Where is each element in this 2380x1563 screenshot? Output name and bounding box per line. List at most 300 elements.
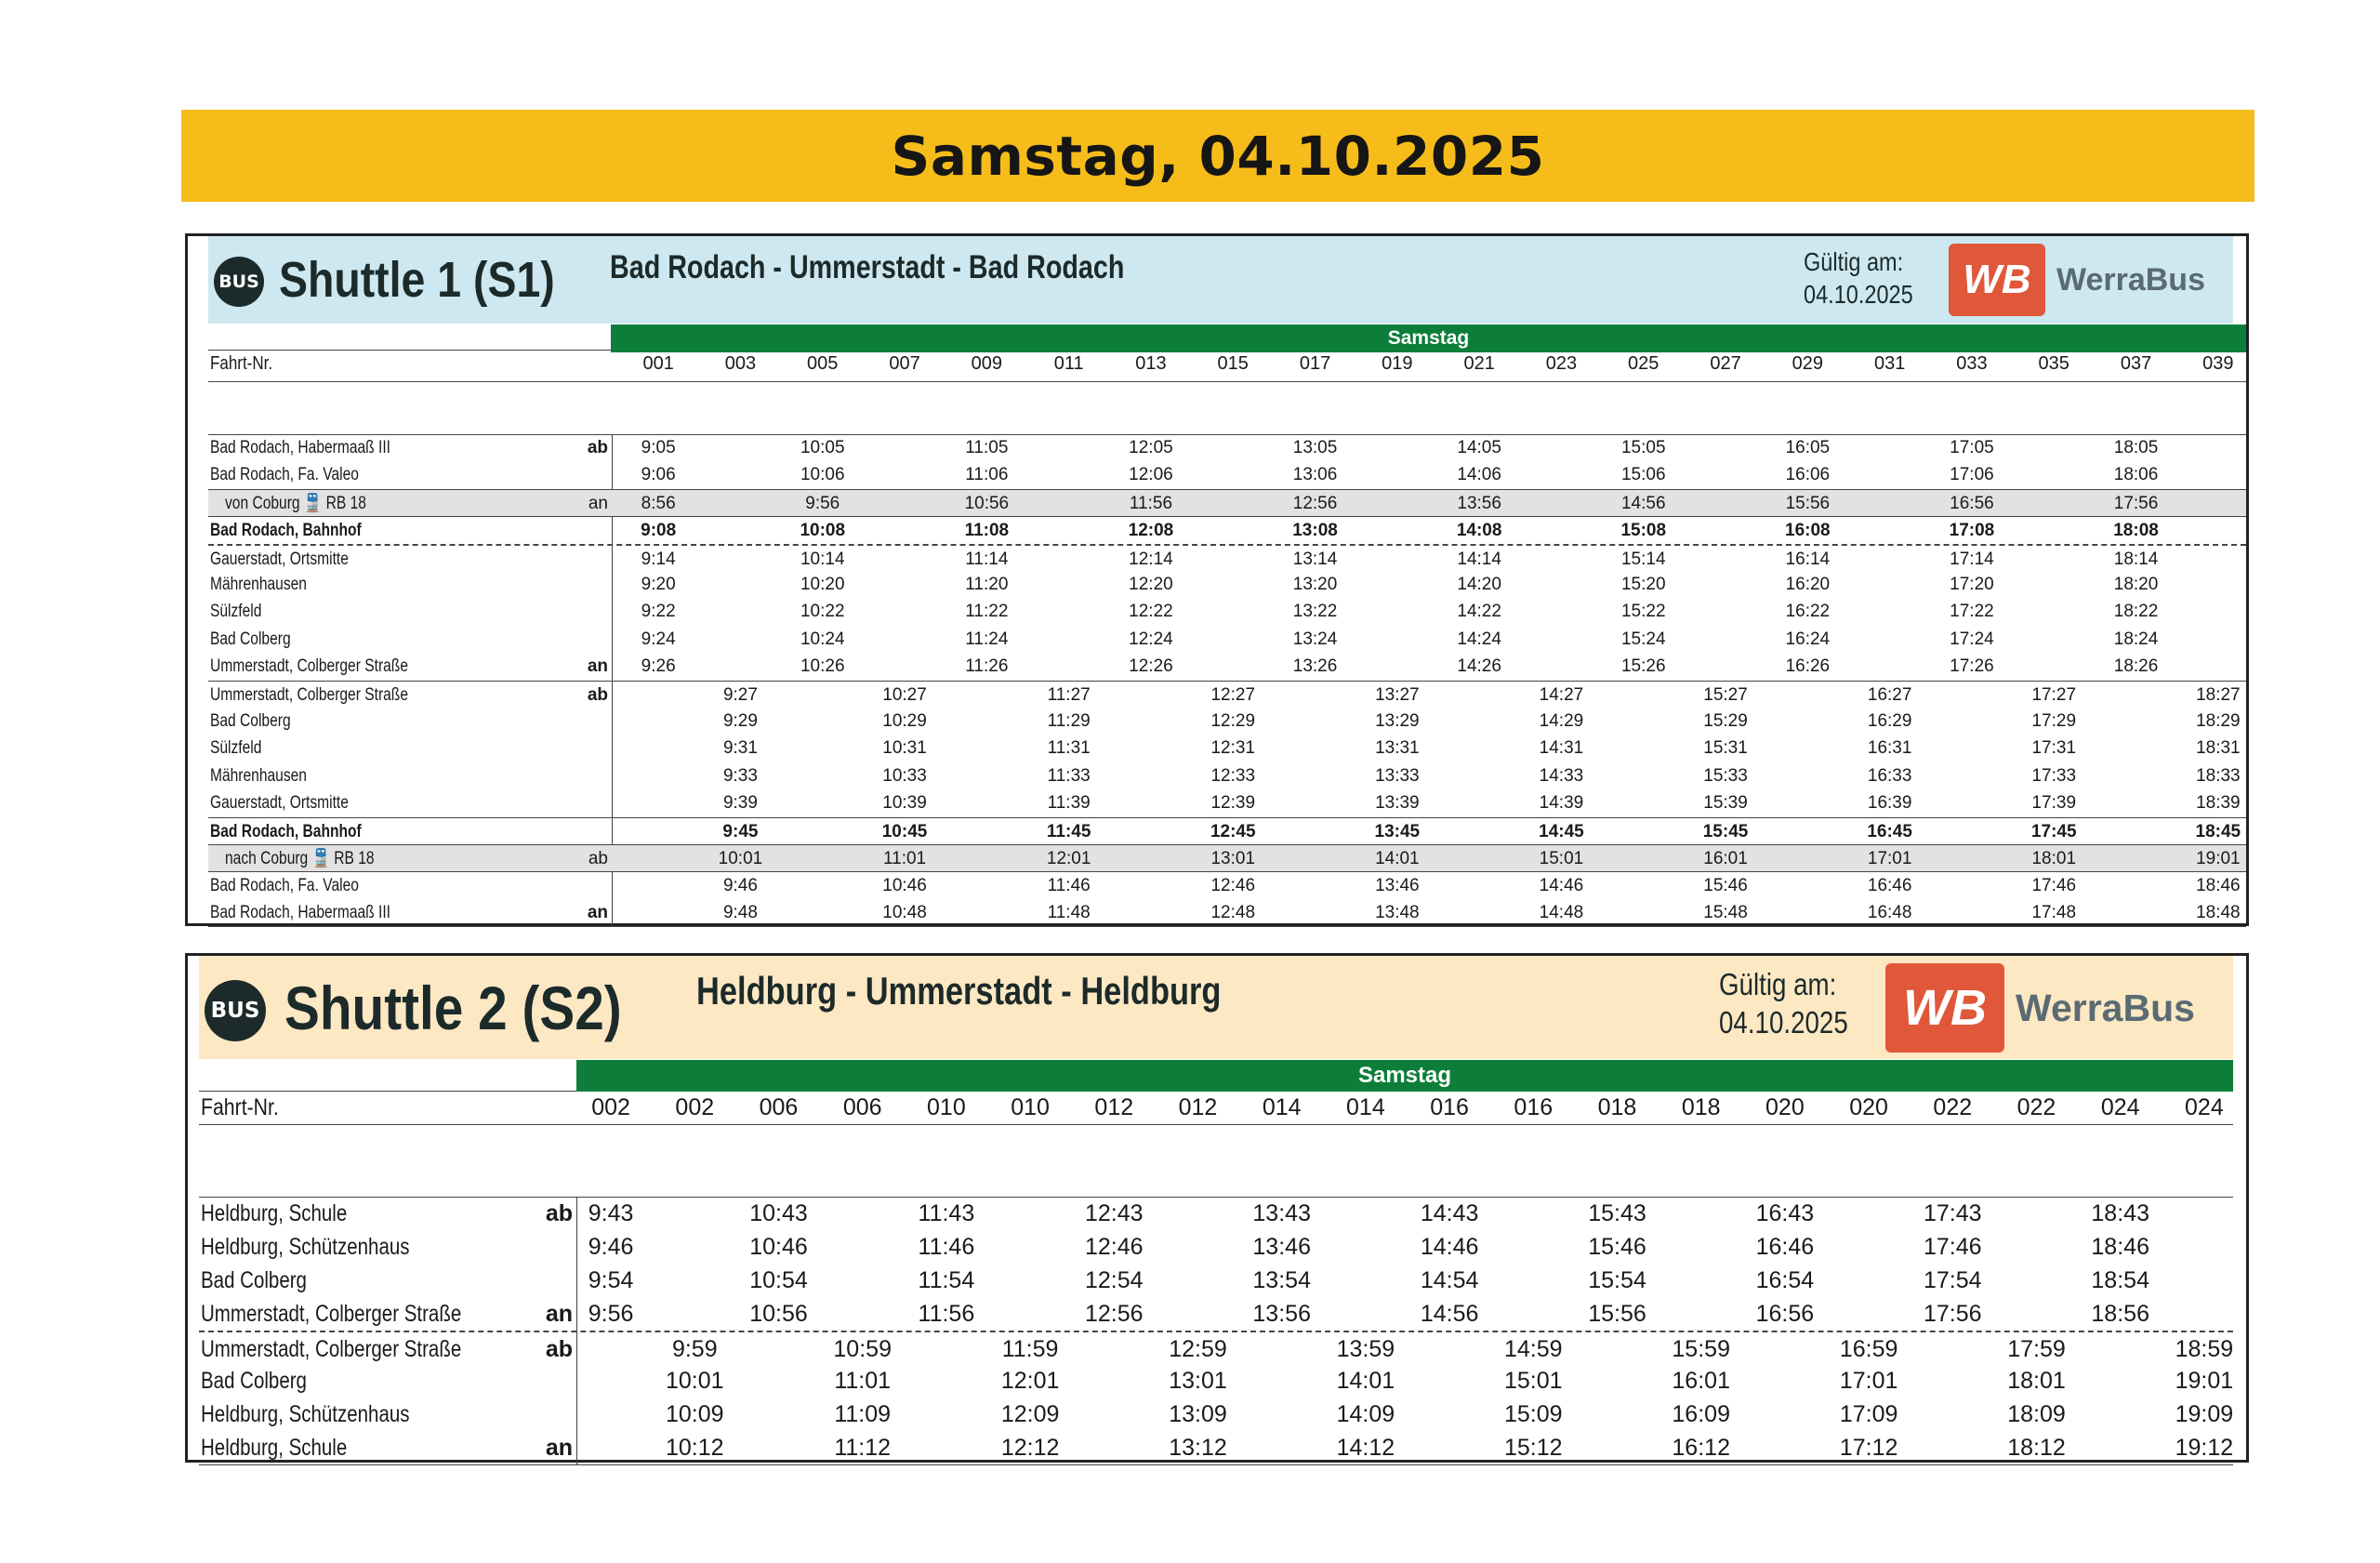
timetable-row bbox=[208, 681, 2246, 709]
departure-time: 17:46 bbox=[2031, 876, 2077, 896]
departure-time: 9:46 bbox=[722, 876, 758, 896]
stop-name: Heldburg, Schule bbox=[201, 1200, 348, 1226]
departure-time: 17:29 bbox=[2031, 711, 2077, 731]
timetable-row bbox=[208, 544, 2246, 573]
departure-time: 9:48 bbox=[722, 902, 758, 922]
departure-time: 17:12 bbox=[1839, 1435, 1898, 1461]
departure-time: 15:26 bbox=[1620, 656, 1666, 677]
timetable-row bbox=[208, 461, 2246, 488]
timetable-row bbox=[208, 653, 2246, 680]
departure-time: 14:54 bbox=[1420, 1267, 1479, 1293]
stop-direction-flag: ab bbox=[545, 1336, 573, 1362]
departure-time: 18:29 bbox=[2196, 711, 2241, 731]
fahrt-number: 014 bbox=[1262, 1094, 1302, 1120]
departure-time: 18:06 bbox=[2113, 465, 2159, 485]
departure-time: 14:06 bbox=[1457, 465, 1501, 485]
stop-direction-flag: an bbox=[587, 902, 608, 922]
departure-time: 19:12 bbox=[2175, 1435, 2234, 1461]
shuttle2-timetable bbox=[185, 953, 2249, 1463]
stop-name: Ummerstadt, Colberger Straße bbox=[210, 684, 408, 705]
departure-time: 17:45 bbox=[2030, 821, 2077, 841]
departure-time: 14:33 bbox=[1539, 765, 1584, 786]
fahrt-number: 013 bbox=[1135, 353, 1167, 374]
departure-time: 13:29 bbox=[1375, 711, 1420, 731]
departure-time: 14:01 bbox=[1375, 849, 1420, 868]
shuttle1-timetable bbox=[185, 233, 2249, 926]
departure-time: 14:26 bbox=[1457, 656, 1501, 677]
departure-time: 17:01 bbox=[1867, 849, 1912, 868]
fahrt-number: 029 bbox=[1792, 353, 1824, 374]
departure-time: 18:31 bbox=[2196, 738, 2241, 759]
timetable-row bbox=[208, 817, 2246, 845]
shuttle1-header bbox=[208, 236, 2233, 324]
departure-time: 11:54 bbox=[918, 1267, 975, 1293]
departure-time: 16:48 bbox=[1867, 902, 1912, 922]
departure-time: 9:33 bbox=[722, 765, 758, 786]
departure-time: 12:14 bbox=[1129, 549, 1173, 569]
departure-time: 9:45 bbox=[722, 821, 759, 841]
departure-time: 12:27 bbox=[1210, 684, 1256, 705]
stop-name: Heldburg, Schützenhaus bbox=[201, 1234, 410, 1260]
departure-time: 12:12 bbox=[1000, 1435, 1060, 1461]
timetable-row bbox=[208, 708, 2246, 735]
departure-time: 13:27 bbox=[1375, 684, 1420, 705]
departure-time: 13:08 bbox=[1292, 521, 1338, 541]
departure-time: 10:39 bbox=[882, 793, 927, 814]
fahrt-number: 011 bbox=[1053, 353, 1084, 374]
departure-time: 15:08 bbox=[1620, 521, 1667, 541]
shuttle2-day-bar: Samstag bbox=[576, 1060, 2233, 1092]
departure-time: 15:43 bbox=[1588, 1200, 1646, 1226]
departure-time: 16:31 bbox=[1867, 738, 1912, 759]
departure-time: 17:48 bbox=[2031, 902, 2077, 922]
departure-time: 9:14 bbox=[641, 549, 676, 569]
fahrt-nr-label: Fahrt-Nr. bbox=[210, 353, 273, 374]
departure-time: 10:05 bbox=[800, 438, 845, 457]
departure-time: 9:31 bbox=[722, 738, 758, 759]
departure-time: 15:09 bbox=[1504, 1401, 1563, 1427]
fahrt-number: 019 bbox=[1382, 353, 1413, 374]
shuttle2-name: Shuttle 2 (S2) bbox=[284, 974, 622, 1042]
timetable-row bbox=[199, 1364, 2233, 1397]
fahrt-number: 012 bbox=[1178, 1094, 1218, 1120]
departure-time: 16:20 bbox=[1785, 575, 1831, 594]
departure-time: 10:22 bbox=[800, 602, 845, 622]
departure-time: 18:01 bbox=[2031, 849, 2077, 868]
departure-time: 13:31 bbox=[1375, 738, 1420, 759]
page-title: Samstag, 04.10.2025 bbox=[891, 124, 1545, 188]
fahrt-number: 002 bbox=[675, 1094, 715, 1120]
departure-time: 13:39 bbox=[1375, 793, 1420, 814]
departure-time: 10:12 bbox=[666, 1435, 724, 1461]
departure-time: 9:06 bbox=[641, 465, 676, 485]
wb-logo-icon: WB bbox=[1885, 963, 2004, 1053]
departure-time: 11:48 bbox=[1047, 902, 1091, 922]
fahrt-number: 025 bbox=[1628, 353, 1659, 374]
shuttle1-name: Shuttle 1 (S1) bbox=[279, 252, 555, 308]
departure-time: 10:08 bbox=[800, 521, 846, 541]
departure-time: 16:05 bbox=[1785, 438, 1831, 457]
departure-time: 15:05 bbox=[1620, 438, 1666, 457]
departure-time: 13:56 bbox=[1457, 493, 1501, 513]
stop-name: von Coburg 🚆 RB 18 bbox=[225, 493, 366, 513]
stop-direction-flag: ab bbox=[545, 1200, 573, 1226]
departure-time: 17:06 bbox=[1950, 465, 1994, 485]
fahrt-number: 006 bbox=[759, 1094, 799, 1120]
stop-name: nach Coburg 🚆 RB 18 bbox=[225, 849, 375, 868]
departure-time: 18:08 bbox=[2113, 521, 2159, 541]
stop-name: Gauerstadt, Ortsmitte bbox=[210, 549, 349, 569]
validity-date: 04.10.2025 bbox=[1719, 1005, 1848, 1040]
departure-time: 17:27 bbox=[2031, 684, 2077, 705]
departure-time: 15:54 bbox=[1588, 1267, 1646, 1293]
fahrt-number: 003 bbox=[724, 353, 757, 374]
timetable-row bbox=[208, 844, 2246, 872]
shuttle2-validity bbox=[1719, 965, 1848, 1042]
departure-time: 13:46 bbox=[1375, 876, 1420, 896]
shuttle1-validity bbox=[1804, 245, 1913, 311]
departure-time: 11:33 bbox=[1047, 765, 1091, 786]
stop-direction-flag: ab bbox=[587, 684, 608, 705]
departure-time: 13:20 bbox=[1292, 575, 1338, 594]
departure-time: 16:45 bbox=[1867, 821, 1912, 841]
fahrt-number: 015 bbox=[1217, 353, 1249, 374]
shuttle1-day-bar: Samstag bbox=[611, 325, 2246, 352]
departure-time: 10:46 bbox=[749, 1234, 808, 1260]
departure-time: 15:01 bbox=[1504, 1368, 1563, 1394]
fahrt-nr-underline bbox=[208, 381, 2246, 382]
stop-name: Bad Colberg bbox=[210, 711, 291, 731]
departure-time: 18:01 bbox=[2007, 1368, 2066, 1394]
departure-time: 10:56 bbox=[749, 1301, 808, 1327]
werrabus-wordmark: WerraBus bbox=[2056, 261, 2205, 298]
stop-name: Sülzfeld bbox=[210, 602, 262, 622]
departure-time: 14:56 bbox=[1420, 1301, 1479, 1327]
label-column-topline bbox=[208, 350, 612, 351]
fahrt-number: 039 bbox=[2202, 353, 2234, 374]
departure-time: 16:33 bbox=[1867, 765, 1912, 786]
fahrt-number: 009 bbox=[971, 353, 1003, 374]
departure-time: 11:01 bbox=[834, 1368, 892, 1394]
departure-time: 15:56 bbox=[1785, 493, 1831, 513]
departure-time: 10:46 bbox=[882, 876, 927, 896]
fahrt-number: 010 bbox=[927, 1094, 966, 1120]
departure-time: 15:12 bbox=[1504, 1435, 1563, 1461]
departure-time: 17:01 bbox=[1839, 1368, 1898, 1394]
departure-time: 15:31 bbox=[1703, 738, 1748, 759]
departure-time: 15:27 bbox=[1703, 684, 1748, 705]
departure-time: 14:31 bbox=[1539, 738, 1584, 759]
stop-direction-flag: an bbox=[588, 493, 608, 513]
fahrt-number: 007 bbox=[889, 353, 920, 374]
fahrt-number: 022 bbox=[1933, 1094, 1973, 1120]
fahrt-nr-row bbox=[199, 1094, 2233, 1124]
fahrt-number: 035 bbox=[2038, 353, 2069, 374]
fahrt-number: 018 bbox=[1597, 1094, 1637, 1120]
departure-time: 13:59 bbox=[1336, 1336, 1395, 1362]
stop-name: Mährenhausen bbox=[210, 765, 307, 786]
departure-time: 18:54 bbox=[2091, 1267, 2149, 1293]
departure-time: 17:08 bbox=[1949, 521, 1995, 541]
data-bottomline bbox=[208, 926, 2246, 927]
departure-time: 12:56 bbox=[1292, 493, 1338, 513]
timetable-row bbox=[208, 598, 2246, 625]
departure-time: 9:59 bbox=[671, 1336, 718, 1362]
departure-time: 14:46 bbox=[1539, 876, 1584, 896]
departure-time: 12:48 bbox=[1210, 902, 1256, 922]
departure-time: 11:06 bbox=[965, 465, 1009, 485]
departure-time: 9:20 bbox=[641, 575, 676, 594]
werrabus-wordmark: WerraBus bbox=[2016, 986, 2195, 1029]
departure-time: 14:09 bbox=[1336, 1401, 1395, 1427]
departure-time: 18:43 bbox=[2091, 1200, 2149, 1226]
shuttle2-route: Heldburg - Ummerstadt - Heldburg bbox=[696, 969, 1222, 1013]
departure-time: 10:27 bbox=[882, 684, 927, 705]
departure-time: 14:08 bbox=[1456, 521, 1502, 541]
departure-time: 17:09 bbox=[1839, 1401, 1898, 1427]
departure-time: 9:54 bbox=[588, 1267, 634, 1293]
departure-time: 13:12 bbox=[1169, 1435, 1227, 1461]
departure-time: 13:01 bbox=[1210, 849, 1256, 868]
departure-time: 10:01 bbox=[718, 849, 763, 868]
departure-time: 12:20 bbox=[1129, 575, 1173, 594]
stop-name: Bad Rodach, Fa. Valeo bbox=[210, 465, 359, 485]
fahrt-number: 016 bbox=[1514, 1094, 1554, 1120]
departure-time: 9:43 bbox=[588, 1200, 634, 1226]
timetable-row bbox=[199, 1264, 2233, 1297]
departure-time: 15:56 bbox=[1588, 1301, 1646, 1327]
departure-time: 14:43 bbox=[1420, 1200, 1479, 1226]
departure-time: 9:27 bbox=[722, 684, 758, 705]
departure-time: 12:08 bbox=[1128, 521, 1174, 541]
departure-time: 19:01 bbox=[2175, 1368, 2234, 1394]
fahrt-number: 022 bbox=[2016, 1094, 2056, 1120]
departure-time: 15:24 bbox=[1620, 629, 1666, 649]
departure-time: 13:24 bbox=[1292, 629, 1338, 649]
fahrt-nr-row bbox=[208, 353, 2246, 381]
fahrt-number: 001 bbox=[642, 353, 674, 374]
stop-name: Heldburg, Schützenhaus bbox=[201, 1401, 410, 1427]
departure-time: 16:09 bbox=[1672, 1401, 1730, 1427]
departure-time: 16:01 bbox=[1672, 1368, 1730, 1394]
departure-time: 11:09 bbox=[834, 1401, 892, 1427]
departure-time: 10:48 bbox=[882, 902, 927, 922]
departure-time: 12:39 bbox=[1210, 793, 1256, 814]
departure-time: 12:09 bbox=[1000, 1401, 1060, 1427]
departure-time: 9:56 bbox=[805, 493, 840, 513]
departure-time: 17:39 bbox=[2031, 793, 2077, 814]
departure-time: 12:22 bbox=[1129, 602, 1173, 622]
departure-time: 12:46 bbox=[1210, 876, 1256, 896]
timetable-row bbox=[199, 1297, 2233, 1331]
departure-time: 11:14 bbox=[965, 549, 1009, 569]
departure-time: 13:46 bbox=[1252, 1234, 1311, 1260]
shuttle2-header bbox=[199, 956, 2233, 1059]
departure-time: 12:43 bbox=[1085, 1200, 1144, 1226]
departure-time: 12:05 bbox=[1129, 438, 1173, 457]
departure-time: 11:31 bbox=[1047, 738, 1091, 759]
departure-time: 12:54 bbox=[1085, 1267, 1144, 1293]
validity-label: Gültig am: bbox=[1804, 247, 1904, 276]
departure-time: 11:45 bbox=[1046, 821, 1091, 841]
timetable-row bbox=[208, 516, 2246, 544]
departure-time: 18:46 bbox=[2091, 1234, 2149, 1260]
stop-name: Bad Colberg bbox=[210, 629, 291, 649]
departure-time: 12:56 bbox=[1085, 1301, 1144, 1327]
timetable-row bbox=[208, 899, 2246, 926]
departure-time: 10:26 bbox=[800, 656, 845, 677]
departure-time: 17:59 bbox=[2007, 1336, 2066, 1362]
departure-time: 10:24 bbox=[800, 629, 845, 649]
departure-time: 17:20 bbox=[1950, 575, 1994, 594]
departure-time: 9:24 bbox=[641, 629, 676, 649]
departure-time: 11:26 bbox=[965, 656, 1009, 677]
departure-time: 14:14 bbox=[1457, 549, 1501, 569]
departure-time: 10:01 bbox=[666, 1368, 724, 1394]
fahrt-nr-underline bbox=[199, 1124, 2233, 1125]
departure-time: 9:22 bbox=[641, 602, 676, 622]
timetable-row bbox=[208, 789, 2246, 816]
fahrt-number: 024 bbox=[2100, 1094, 2140, 1120]
fahrt-number: 020 bbox=[1849, 1094, 1888, 1120]
departure-time: 18:20 bbox=[2113, 575, 2159, 594]
departure-time: 13:22 bbox=[1292, 602, 1338, 622]
fahrt-number: 033 bbox=[1956, 353, 1988, 374]
departure-time: 16:08 bbox=[1785, 521, 1831, 541]
departure-time: 14:56 bbox=[1620, 493, 1666, 513]
departure-time: 12:01 bbox=[1046, 849, 1091, 868]
departure-time: 16:14 bbox=[1785, 549, 1831, 569]
departure-time: 18:27 bbox=[2196, 684, 2241, 705]
departure-time: 18:39 bbox=[2196, 793, 2241, 814]
departure-time: 18:48 bbox=[2196, 902, 2241, 922]
stop-name: Ummerstadt, Colberger Straße bbox=[201, 1301, 462, 1327]
departure-time: 15:20 bbox=[1620, 575, 1666, 594]
fahrt-number: 017 bbox=[1299, 353, 1331, 374]
departure-time: 17:26 bbox=[1950, 656, 1994, 677]
departure-time: 11:29 bbox=[1047, 711, 1091, 731]
departure-time: 13:01 bbox=[1169, 1368, 1227, 1394]
departure-time: 16:54 bbox=[1755, 1267, 1815, 1293]
departure-time: 11:43 bbox=[918, 1200, 975, 1226]
departure-time: 14:46 bbox=[1420, 1234, 1479, 1260]
fahrt-number: 021 bbox=[1463, 353, 1495, 374]
departure-time: 11:12 bbox=[834, 1435, 892, 1461]
departure-time: 12:59 bbox=[1169, 1336, 1227, 1362]
shuttle1-route: Bad Rodach - Ummerstadt - Bad Rodach bbox=[610, 249, 1125, 285]
departure-time: 9:08 bbox=[641, 521, 677, 541]
departure-time: 16:46 bbox=[1755, 1234, 1815, 1260]
departure-time: 12:45 bbox=[1210, 821, 1256, 841]
departure-time: 14:45 bbox=[1539, 821, 1584, 841]
departure-time: 13:56 bbox=[1252, 1301, 1311, 1327]
departure-time: 10:20 bbox=[800, 575, 845, 594]
departure-time: 10:54 bbox=[749, 1267, 808, 1293]
fahrt-number: 002 bbox=[591, 1094, 630, 1120]
departure-time: 15:39 bbox=[1703, 793, 1748, 814]
timetable-row bbox=[199, 1197, 2233, 1230]
stop-direction-flag: an bbox=[545, 1435, 573, 1461]
departure-time: 13:48 bbox=[1375, 902, 1420, 922]
timetable-row bbox=[199, 1397, 2233, 1431]
stop-name: Bad Colberg bbox=[201, 1368, 307, 1394]
stop-name: Ummerstadt, Colberger Straße bbox=[201, 1336, 462, 1362]
departure-time: 13:45 bbox=[1374, 821, 1421, 841]
departure-time: 18:45 bbox=[2195, 821, 2241, 841]
departure-time: 11:22 bbox=[965, 602, 1009, 622]
departure-time: 11:46 bbox=[918, 1234, 975, 1260]
fahrt-number: 031 bbox=[1873, 353, 1906, 374]
departure-time: 18:24 bbox=[2113, 629, 2159, 649]
departure-time: 16:46 bbox=[1867, 876, 1912, 896]
departure-time: 12:01 bbox=[1000, 1368, 1060, 1394]
departure-time: 14:12 bbox=[1336, 1435, 1395, 1461]
departure-time: 12:33 bbox=[1210, 765, 1256, 786]
departure-time: 14:39 bbox=[1539, 793, 1584, 814]
departure-time: 16:43 bbox=[1755, 1200, 1815, 1226]
departure-time: 15:33 bbox=[1703, 765, 1748, 786]
departure-time: 15:06 bbox=[1620, 465, 1666, 485]
departure-time: 16:29 bbox=[1867, 711, 1912, 731]
wb-logo-icon: WB bbox=[1949, 244, 2045, 316]
departure-time: 9:29 bbox=[722, 711, 758, 731]
departure-time: 18:22 bbox=[2113, 602, 2159, 622]
departure-time: 16:24 bbox=[1785, 629, 1831, 649]
fahrt-number: 018 bbox=[1681, 1094, 1721, 1120]
bus-icon: BUS bbox=[214, 257, 264, 307]
departure-time: 16:26 bbox=[1785, 656, 1831, 677]
departure-time: 18:56 bbox=[2091, 1301, 2149, 1327]
departure-time: 10:31 bbox=[882, 738, 927, 759]
departure-time: 18:12 bbox=[2007, 1435, 2066, 1461]
departure-time: 14:29 bbox=[1539, 711, 1584, 731]
fahrt-number: 020 bbox=[1765, 1094, 1805, 1120]
departure-time: 9:26 bbox=[641, 656, 676, 677]
werrabus-logo bbox=[1885, 963, 2195, 1053]
departure-time: 18:59 bbox=[2175, 1336, 2234, 1362]
departure-time: 11:56 bbox=[918, 1301, 975, 1327]
departure-time: 13:06 bbox=[1292, 465, 1338, 485]
stop-name: Mährenhausen bbox=[210, 575, 307, 594]
departure-time: 17:56 bbox=[1924, 1301, 1982, 1327]
departure-time: 9:46 bbox=[588, 1234, 634, 1260]
stop-name: Gauerstadt, Ortsmitte bbox=[210, 793, 349, 814]
departure-time: 10:14 bbox=[800, 549, 845, 569]
departure-time: 16:22 bbox=[1785, 602, 1831, 622]
departure-time: 15:22 bbox=[1620, 602, 1666, 622]
departure-time: 15:59 bbox=[1672, 1336, 1730, 1362]
departure-time: 11:01 bbox=[882, 849, 927, 868]
fahrt-number: 037 bbox=[2120, 353, 2152, 374]
departure-time: 10:59 bbox=[833, 1336, 892, 1362]
stop-name: Heldburg, Schule bbox=[201, 1435, 348, 1461]
departure-time: 13:26 bbox=[1292, 656, 1338, 677]
fahrt-number: 027 bbox=[1710, 353, 1741, 374]
departure-time: 14:24 bbox=[1457, 629, 1501, 649]
departure-time: 15:01 bbox=[1539, 849, 1584, 868]
departure-time: 10:33 bbox=[882, 765, 927, 786]
data-bottomline bbox=[199, 1464, 2233, 1465]
fahrt-number: 024 bbox=[2185, 1094, 2224, 1120]
fahrt-number: 005 bbox=[807, 353, 839, 374]
timetable-row bbox=[208, 626, 2246, 653]
departure-time: 13:05 bbox=[1292, 438, 1338, 457]
departure-time: 19:09 bbox=[2175, 1401, 2234, 1427]
timetable-row bbox=[199, 1230, 2233, 1264]
departure-time: 9:39 bbox=[722, 793, 758, 814]
departure-time: 13:09 bbox=[1169, 1401, 1227, 1427]
departure-time: 14:27 bbox=[1539, 684, 1584, 705]
